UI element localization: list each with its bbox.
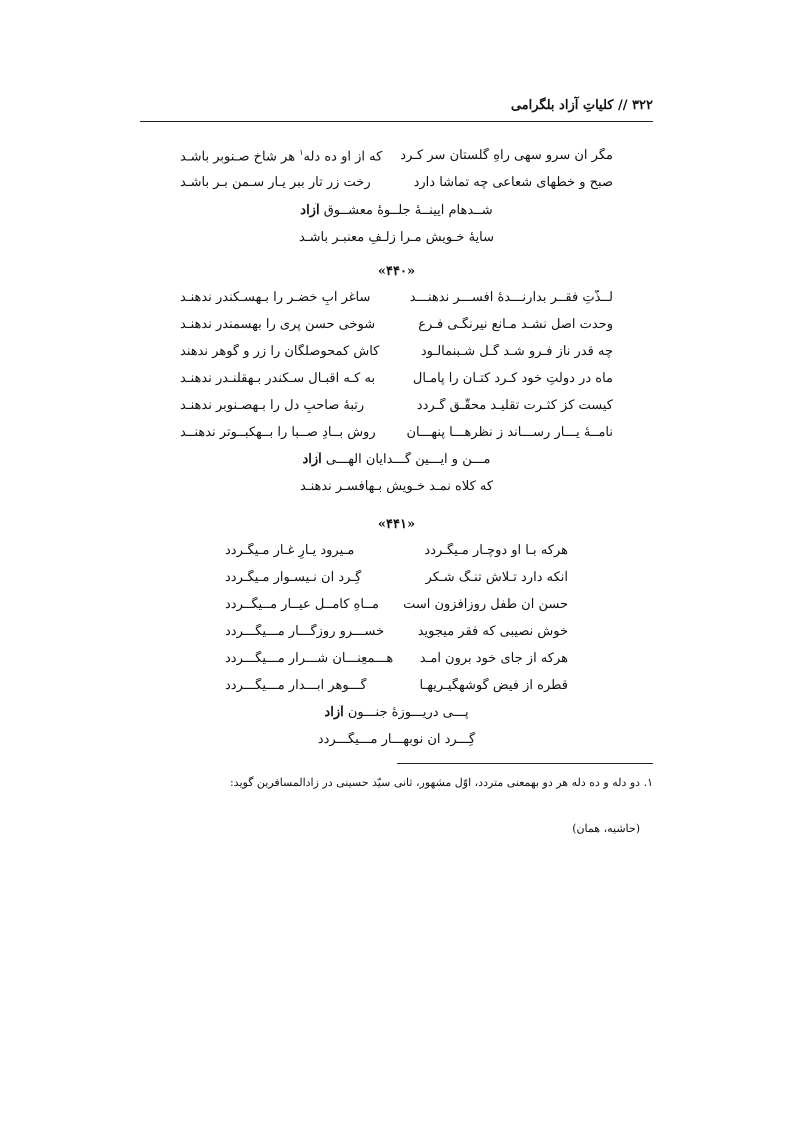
verse-line [180, 175, 613, 197]
book-title: کلیاتِ آزاد بلگرامی [510, 98, 614, 113]
hemistich-right: قطره از فیض گوشهگیـریهـا [419, 678, 568, 693]
hemistich-right: خوش نصیبی که فقر میجوید [417, 624, 568, 639]
hemistich-left: کاش کمحوصلگان را زر و گوهر ندهند [180, 344, 380, 359]
hemistich-left: روش بــادِ صــبا را بــهکبــوتر ندهنــد [180, 425, 376, 440]
closing-verse-2: که کلاه نمـد خـویش بـهافسـر ندهنـد [299, 479, 494, 494]
verse-line [180, 398, 613, 420]
closing-verse-1: پـــی دریـــوزهٔ جنـــون آزاد [324, 705, 469, 720]
verse-line [180, 425, 613, 447]
verse-line [180, 317, 613, 339]
verse-line [180, 344, 613, 366]
verse-line [180, 371, 613, 393]
footnote-text: ۱. دو دله و ده دله هر دو بهمعنی متردد، اوّل مشهور، ثانی سیّد حسینی در زادالمسافرین گوید: [230, 776, 653, 789]
hemistich-left: گِـرد آن نـیسـوار مـیگـردد [225, 570, 362, 585]
hemistich-right: آنکه دارد تـلاش تنـگ شـکر [425, 570, 568, 585]
hemistich-right: لــذّتِ فقــر بدارنـــدهٔ افســـر ندهنـــد [409, 290, 613, 305]
hemistich-left: که از او ده دله$^۱$ هر شاخ صـنوبر باشـد [180, 148, 383, 165]
hemistich-right: هرکه بـا او دوچـار مـیگـردد [424, 543, 568, 558]
poet-name: آزاد [302, 452, 322, 467]
hemistich-left: مـیرود یـارِ غـار مـیگـردد [225, 543, 355, 558]
hemistich-left: شوخی حسن پری را بهسمندر ندهنـد [180, 317, 376, 332]
verse-line [225, 543, 568, 565]
hemistich-right: نامــهٔ یـــار رســـاند ز نظرهـــا پنهـــان [406, 425, 613, 440]
footnote-divider [397, 763, 653, 764]
hemistich-left: رخت زر تار ببر یـار سـمن بـر باشـد [180, 175, 371, 190]
closing-verse-2: گِـــرد آن نوبهـــار مـــیگـــردد [317, 732, 476, 747]
verse-line [225, 651, 568, 673]
footnote-marker[interactable]: ۱ [299, 148, 304, 157]
closing-verse-1: شــدهام آیینــهٔ جلــوهٔ معشــوق آزاد [300, 203, 493, 218]
hemistich-right: چه قدر ناز فـرو شـد گـل شـبنمآلـود [420, 344, 613, 359]
closing-verse-1: مـــن و آیـــین گـــدایان الهـــی آزاد [302, 452, 491, 467]
hemistich-left: ساغر آبِ خضـر را بـهسـکندر ندهنـد [180, 290, 371, 305]
verse-line [180, 290, 613, 312]
hemistich-right: صبح و خطهای شعاعی چه تماشا دارد [413, 175, 613, 190]
page-number: ۳۲۲ [632, 98, 653, 113]
hemistich-right: ماه در دولتِ خود کـرد کتـان را پامـال [412, 371, 613, 386]
hemistich-left: مــاهِ کامــل عیــار مــیگــردد [225, 597, 379, 612]
hemistich-right: کیست کز کثـرت تقلیـد محقّـق گـردد [416, 398, 613, 413]
page-header [140, 98, 653, 120]
poem-number-441: «۴۴۱» [377, 517, 416, 532]
verse-line [225, 624, 568, 646]
hemistich-left: هـــمعِنـــان شـــرار مـــیگـــردد [225, 651, 394, 666]
footnote-source: (حاشیه، همان) [572, 822, 640, 835]
poem-number-440: «۴۴۰» [377, 264, 416, 279]
poet-name: آزاد [324, 705, 344, 720]
hemistich-right: وحدت اصل نشـد مـانع نیرنگـی فـرع [418, 317, 613, 332]
hemistich-left: رتبهٔ صاحبِ دل را بـهصـنوبر ندهنـد [180, 398, 365, 413]
header-divider [140, 121, 653, 122]
header-separator: // [618, 98, 628, 113]
verse-line [225, 570, 568, 592]
verse-line [225, 678, 568, 700]
hemistich-right: هرکه از جای خود برون آمـد [419, 651, 568, 666]
hemistich-left: به کـه اقبـال سـکندر بـهقلنـدر ندهنـد [180, 371, 376, 386]
hemistich-left: گـــوهر آبـــدار مـــیگـــردد [225, 678, 367, 693]
hemistich-right: مگر آن سرو سهی راهِ گلستان سر کـرد [400, 148, 613, 163]
closing-verse-2: سایهٔ خـویش مـرا زلـفِ معنبـر باشـد [298, 230, 495, 245]
poet-name: آزاد [300, 203, 320, 218]
verse-line [225, 597, 568, 619]
hemistich-right: حسن آن طفل روزافزون است [403, 597, 568, 612]
hemistich-left: خســـرو روزگـــار مـــیگـــردد [225, 624, 385, 639]
verse-line [180, 148, 613, 170]
